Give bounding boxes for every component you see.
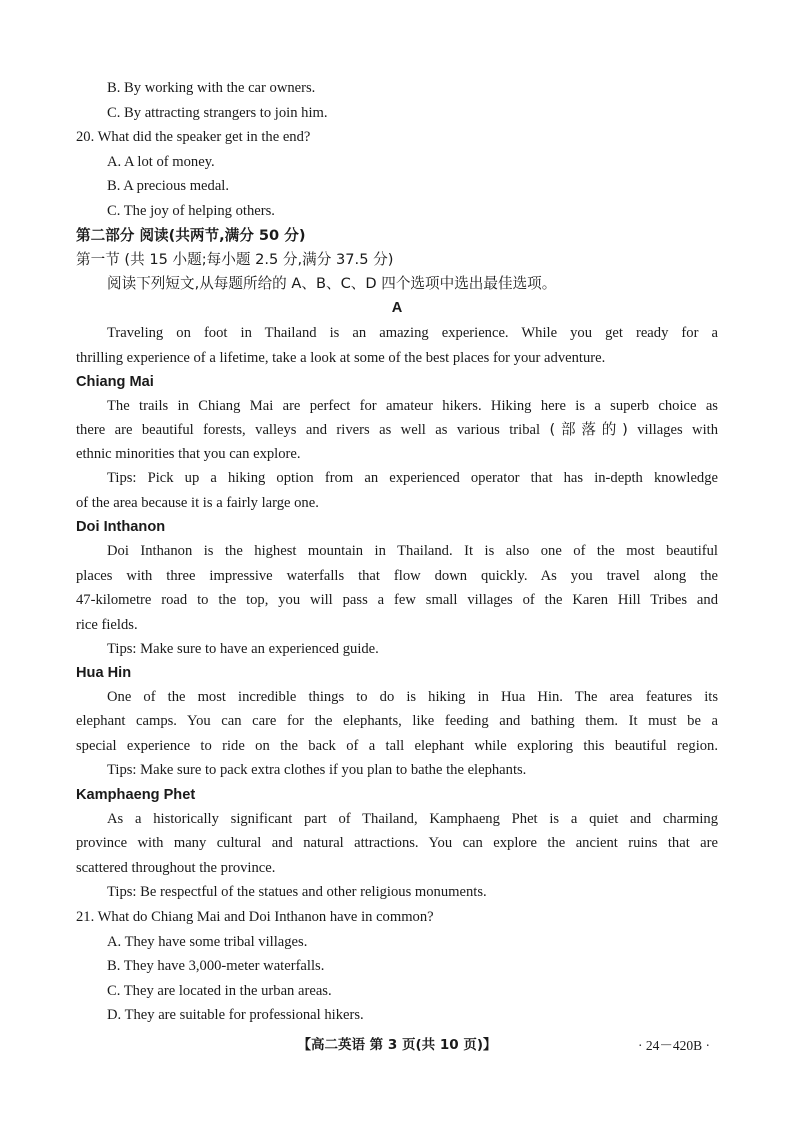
- doi-inthanon-line-4: rice fields.: [76, 617, 138, 633]
- hua-hin-line-1: One of the most incredible things to do is hiking in Hua Hin. The area features its: [107, 689, 718, 705]
- q21-option-c: C. They are located in the urban areas.: [107, 983, 332, 999]
- q21-option-d: D. They are suitable for professional hikers.: [107, 1007, 364, 1023]
- kamphaeng-phet-line-1: As a historically significant part of Thailand, Kamphaeng Phet is a quiet and charming: [107, 811, 718, 827]
- instructions: 阅读下列短文,从每题所给的 A、B、C、D 四个选项中选出最佳选项。: [107, 275, 557, 292]
- doi-inthanon-line-1: Doi Inthanon is the highest mountain in Thailand. It is also one of the most beautiful: [107, 543, 718, 559]
- section-one-heading: 第一节 (共 15 小题;每小题 2.5 分,满分 37.5 分): [76, 251, 394, 268]
- q21-option-a: A. They have some tribal villages.: [107, 934, 308, 950]
- q20-option-b: B. A precious medal.: [107, 178, 230, 194]
- doi-inthanon-tips: Tips: Make sure to have an experienced guide.: [107, 641, 379, 657]
- chiang-mai-line-2: there are beautiful forests, valleys and rivers as well as various tribal (部落的) villages with: [76, 421, 719, 438]
- chiang-mai-tips-1: Tips: Pick up a hiking option from an experienced operator that has in-depth knowledge: [107, 470, 718, 486]
- q21-option-b: B. They have 3,000-meter waterfalls.: [107, 958, 325, 974]
- hua-hin-tips: Tips: Make sure to pack extra clothes if you plan to bathe the elephants.: [107, 762, 527, 778]
- chiang-mai-line-3: ethnic minorities that you can explore.: [76, 446, 301, 462]
- section-title-doi-inthanon: Doi Inthanon: [76, 519, 166, 535]
- kamphaeng-phet-tips: Tips: Be respectful of the statues and other religious monuments.: [107, 884, 487, 900]
- section-title-hua-hin: Hua Hin: [76, 665, 132, 681]
- paper-code: · 24－420B ·: [638, 1038, 710, 1053]
- doi-inthanon-line-2: places with three impressive waterfalls that flow down quickly. As you travel along the: [76, 568, 718, 584]
- hua-hin-line-3: special experience to ride on the back of a tall elephant while exploring this beautiful region.: [76, 738, 718, 754]
- q20-stem: 20. What did the speaker get in the end?: [76, 129, 311, 145]
- section-title-chiang-mai: Chiang Mai: [76, 374, 154, 390]
- chiang-mai-line-1: The trails in Chiang Mai are perfect for amateur hikers. Hiking here is a superb choice as: [107, 398, 718, 414]
- doi-inthanon-line-3: 47-kilometre road to the top, you will pass a few small villages of the Karen Hill Tribes and: [76, 592, 718, 608]
- passage-label: A: [391, 300, 403, 316]
- kamphaeng-phet-line-3: scattered throughout the province.: [76, 860, 276, 876]
- q19-option-c: C. By attracting strangers to join him.: [107, 105, 328, 121]
- part-two-heading: 第二部分 阅读(共两节,满分 50 分): [76, 227, 306, 244]
- hua-hin-line-2: elephant camps. You can care for the elephants, like feeding and bathing them. It must be a: [76, 713, 718, 729]
- intro-line-1: Traveling on foot in Thailand is an amazing experience. While you get ready for a: [107, 325, 718, 341]
- q20-option-a: A. A lot of money.: [107, 154, 215, 170]
- intro-line-2: thrilling experience of a lifetime, take a look at some of the best places for your adventure.: [76, 350, 606, 366]
- section-title-kamphaeng-phet: Kamphaeng Phet: [76, 787, 196, 803]
- q21-stem: 21. What do Chiang Mai and Doi Inthanon have in common?: [76, 909, 434, 925]
- q20-option-c: C. The joy of helping others.: [107, 203, 275, 219]
- q19-option-b: B. By working with the car owners.: [107, 80, 316, 96]
- kamphaeng-phet-line-2: province with many cultural and natural attractions. You can explore the ancient ruins that are: [76, 835, 718, 851]
- chiang-mai-tips-2: of the area because it is a fairly large one.: [76, 495, 319, 511]
- page-footer: 【高二英语 第 3 页(共 10 页)】: [297, 1037, 497, 1053]
